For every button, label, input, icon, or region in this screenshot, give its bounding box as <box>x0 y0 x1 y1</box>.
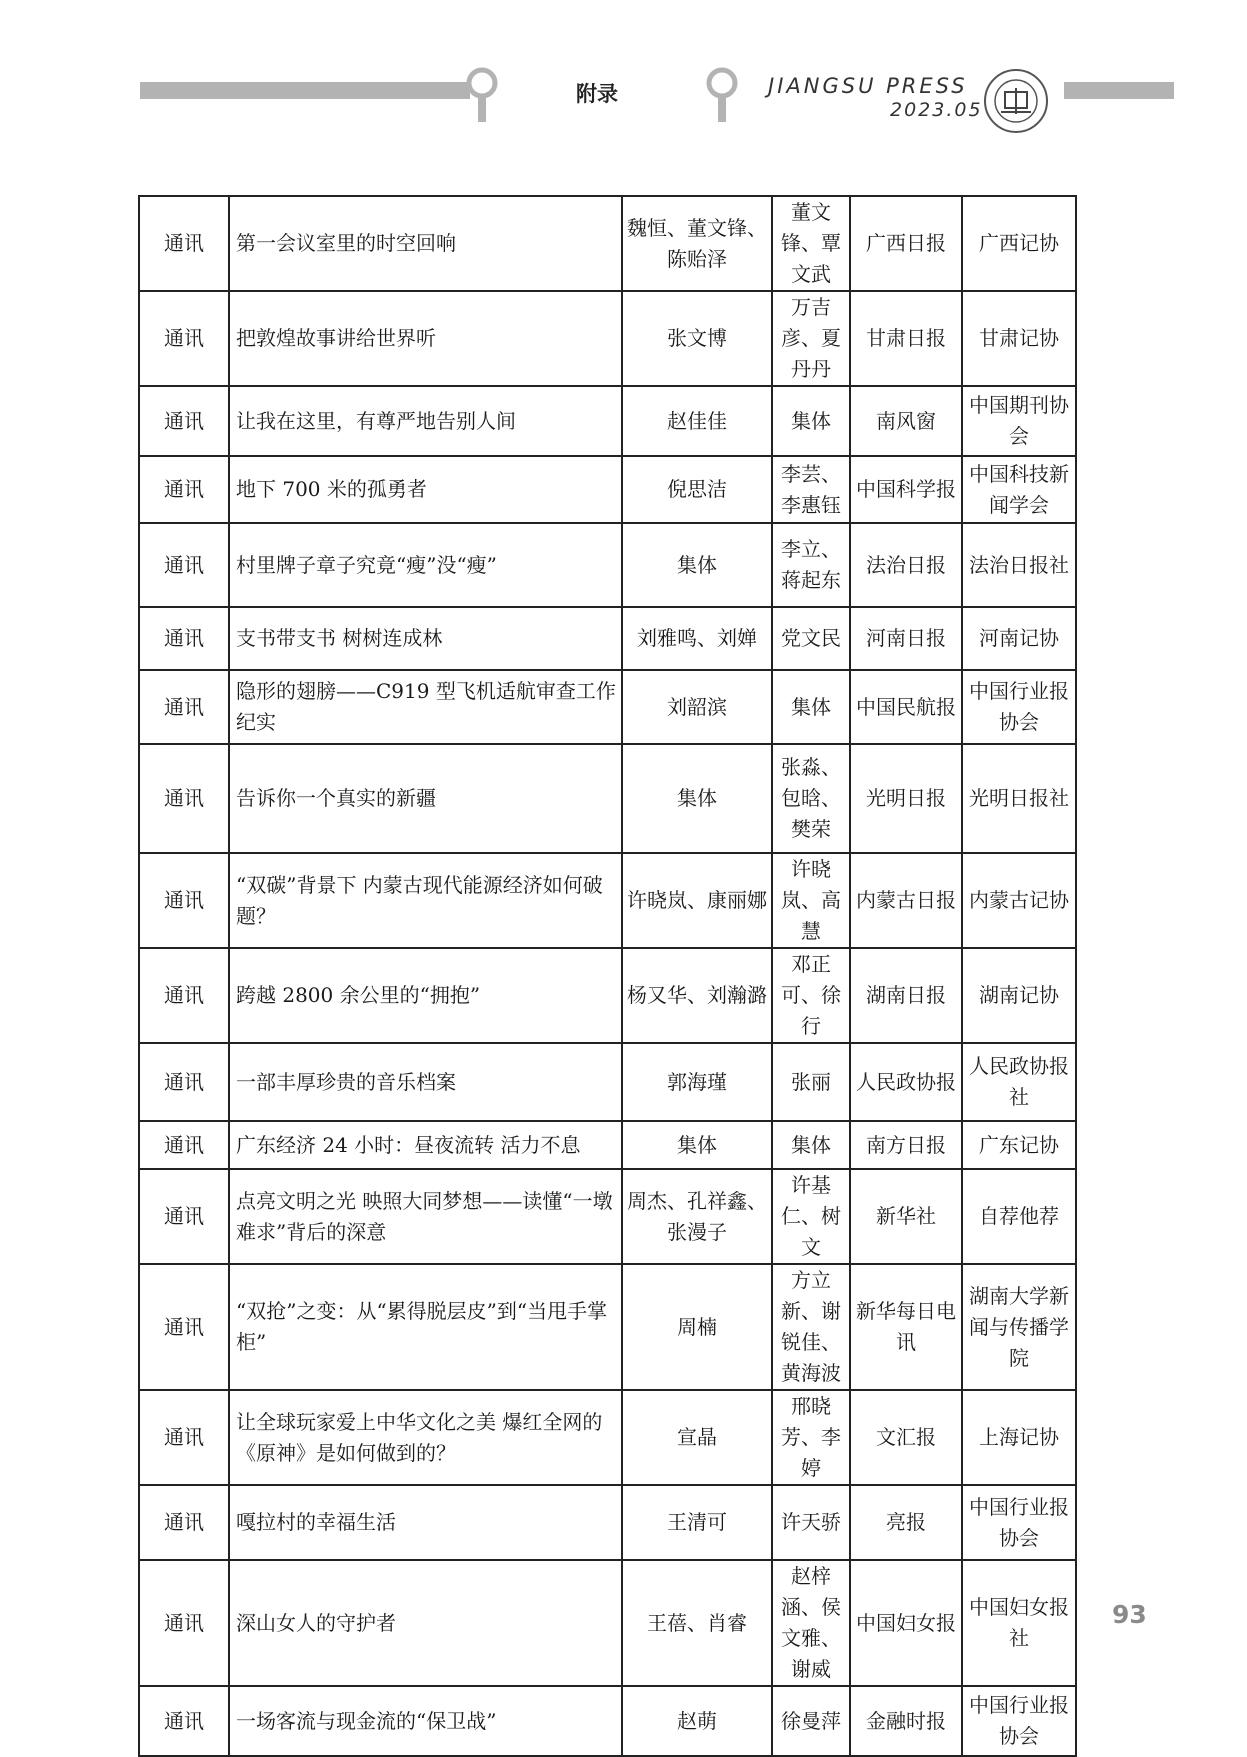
category-cell: 通讯 <box>139 1485 229 1560</box>
authors-cell: 许晓岚、康丽娜 <box>622 853 772 948</box>
press-name: JIANGSU PRESS <box>768 74 968 98</box>
category-cell: 通讯 <box>139 1043 229 1121</box>
table-row <box>139 1485 1076 1560</box>
authors-cell: 周杰、孔祥鑫、张漫子 <box>622 1169 772 1264</box>
recommender-cell: 广东记协 <box>962 1121 1076 1169</box>
authors-cell: 王蓓、肖睿 <box>622 1560 772 1686</box>
category-cell: 通讯 <box>139 386 229 456</box>
editors-cell: 许晓岚、高慧 <box>772 853 850 948</box>
category-cell: 通讯 <box>139 196 229 291</box>
table-row <box>139 853 1076 948</box>
section-title: 附录 <box>576 82 618 106</box>
recommender-cell: 上海记协 <box>962 1390 1076 1485</box>
editors-cell: 许基仁、树文 <box>772 1169 850 1264</box>
category-cell: 通讯 <box>139 1390 229 1485</box>
authors-cell: 集体 <box>622 523 772 607</box>
title-cell: 广东经济 24 小时：昼夜流转 活力不息 <box>229 1121 622 1169</box>
table-row <box>139 1390 1076 1485</box>
recommender-cell: 中国科技新闻学会 <box>962 456 1076 523</box>
pin-icon <box>705 66 739 122</box>
category-cell: 通讯 <box>139 744 229 853</box>
table-row <box>139 456 1076 523</box>
authors-cell: 魏恒、董文锋、陈贻泽 <box>622 196 772 291</box>
editors-cell: 集体 <box>772 1121 850 1169</box>
recommender-cell: 中国期刊协会 <box>962 386 1076 456</box>
category-cell: 通讯 <box>139 607 229 670</box>
header-rule-right <box>1064 82 1174 99</box>
publisher-cell: 光明日报 <box>850 744 962 853</box>
editors-cell: 李立、蒋起东 <box>772 523 850 607</box>
recommender-cell: 法治日报社 <box>962 523 1076 607</box>
editors-cell: 张丽 <box>772 1043 850 1121</box>
category-cell: 通讯 <box>139 523 229 607</box>
editors-cell: 党文民 <box>772 607 850 670</box>
authors-cell: 张文博 <box>622 291 772 386</box>
issue-date: 2023.05 <box>890 99 983 121</box>
title-cell: 村里牌子章子究竟“瘦”没“瘦” <box>229 523 622 607</box>
recommender-cell: 广西记协 <box>962 196 1076 291</box>
editors-cell: 邓正可、徐行 <box>772 948 850 1043</box>
category-cell: 通讯 <box>139 670 229 744</box>
publisher-cell: 内蒙古日报 <box>850 853 962 948</box>
table-row <box>139 948 1076 1043</box>
authors-cell: 宣晶 <box>622 1390 772 1485</box>
table-row <box>139 523 1076 607</box>
recommender-cell: 中国行业报协会 <box>962 670 1076 744</box>
title-cell: 支书带支书 树树连成林 <box>229 607 622 670</box>
publisher-cell: 亮报 <box>850 1485 962 1560</box>
table-row <box>139 1560 1076 1686</box>
authors-cell: 王清可 <box>622 1485 772 1560</box>
table-row <box>139 1264 1076 1390</box>
title-cell: “双碳”背景下 内蒙古现代能源经济如何破题？ <box>229 853 622 948</box>
publisher-cell: 河南日报 <box>850 607 962 670</box>
editors-cell: 董文锋、覃文武 <box>772 196 850 291</box>
header-rule-left <box>140 82 470 99</box>
recommender-cell: 甘肃记协 <box>962 291 1076 386</box>
awards-table <box>138 195 1077 1757</box>
authors-cell: 郭海瑾 <box>622 1043 772 1121</box>
publisher-cell: 中国妇女报 <box>850 1560 962 1686</box>
publisher-cell: 南方日报 <box>850 1121 962 1169</box>
title-cell: 点亮文明之光 映照大同梦想——读懂“一墩难求”背后的深意 <box>229 1169 622 1264</box>
title-cell: 一部丰厚珍贵的音乐档案 <box>229 1043 622 1121</box>
title-cell: 让全球玩家爱上中华文化之美 爆红全网的《原神》是如何做到的？ <box>229 1390 622 1485</box>
table-row <box>139 196 1076 291</box>
title-cell: 一场客流与现金流的“保卫战” <box>229 1686 622 1756</box>
publisher-cell: 文汇报 <box>850 1390 962 1485</box>
recommender-cell: 中国行业报协会 <box>962 1686 1076 1756</box>
editors-cell: 方立新、谢锐佳、黄海波 <box>772 1264 850 1390</box>
publisher-cell: 人民政协报 <box>850 1043 962 1121</box>
table-row <box>139 607 1076 670</box>
title-cell: 告诉你一个真实的新疆 <box>229 744 622 853</box>
authors-cell: 刘雅鸣、刘婵 <box>622 607 772 670</box>
authors-cell: 赵萌 <box>622 1686 772 1756</box>
category-cell: 通讯 <box>139 1264 229 1390</box>
publisher-cell: 中国民航报 <box>850 670 962 744</box>
awards-table-body <box>139 196 1076 1756</box>
table-row <box>139 744 1076 853</box>
title-cell: “双抢”之变：从“累得脱层皮”到“当甩手掌柜” <box>229 1264 622 1390</box>
authors-cell: 集体 <box>622 744 772 853</box>
table-row <box>139 670 1076 744</box>
editors-cell: 李芸、李惠钰 <box>772 456 850 523</box>
table-row <box>139 1043 1076 1121</box>
title-cell: 跨越 2800 余公里的“拥抱” <box>229 948 622 1043</box>
editors-cell: 徐曼萍 <box>772 1686 850 1756</box>
publisher-cell: 金融时报 <box>850 1686 962 1756</box>
publisher-cell: 广西日报 <box>850 196 962 291</box>
recommender-cell: 光明日报社 <box>962 744 1076 853</box>
editors-cell: 集体 <box>772 670 850 744</box>
association-seal-icon <box>983 68 1049 134</box>
recommender-cell: 河南记协 <box>962 607 1076 670</box>
table-row <box>139 386 1076 456</box>
title-cell: 地下 700 米的孤勇者 <box>229 456 622 523</box>
editors-cell: 万吉彦、夏丹丹 <box>772 291 850 386</box>
publisher-cell: 新华社 <box>850 1169 962 1264</box>
editors-cell: 赵梓涵、侯文雅、谢威 <box>772 1560 850 1686</box>
publisher-cell: 新华每日电讯 <box>850 1264 962 1390</box>
title-cell: 嘎拉村的幸福生活 <box>229 1485 622 1560</box>
editors-cell: 张淼、包晗、樊荣 <box>772 744 850 853</box>
table-row <box>139 1686 1076 1756</box>
authors-cell: 杨又华、刘瀚潞 <box>622 948 772 1043</box>
recommender-cell: 中国行业报协会 <box>962 1485 1076 1560</box>
recommender-cell: 内蒙古记协 <box>962 853 1076 948</box>
recommender-cell: 湖南记协 <box>962 948 1076 1043</box>
table-row <box>139 1169 1076 1264</box>
recommender-cell: 中国妇女报社 <box>962 1560 1076 1686</box>
table-row <box>139 1121 1076 1169</box>
editors-cell: 邢晓芳、李婷 <box>772 1390 850 1485</box>
page-number: 93 <box>1112 1600 1147 1629</box>
title-cell: 隐形的翅膀——C919 型飞机适航审查工作纪实 <box>229 670 622 744</box>
title-cell: 让我在这里，有尊严地告别人间 <box>229 386 622 456</box>
title-cell: 把敦煌故事讲给世界听 <box>229 291 622 386</box>
recommender-cell: 人民政协报社 <box>962 1043 1076 1121</box>
table-row <box>139 291 1076 386</box>
recommender-cell: 自荐他荐 <box>962 1169 1076 1264</box>
category-cell: 通讯 <box>139 1686 229 1756</box>
title-cell: 深山女人的守护者 <box>229 1560 622 1686</box>
authors-cell: 刘韶滨 <box>622 670 772 744</box>
authors-cell: 赵佳佳 <box>622 386 772 456</box>
category-cell: 通讯 <box>139 1560 229 1686</box>
category-cell: 通讯 <box>139 948 229 1043</box>
category-cell: 通讯 <box>139 1169 229 1264</box>
authors-cell: 集体 <box>622 1121 772 1169</box>
authors-cell: 周楠 <box>622 1264 772 1390</box>
publisher-cell: 法治日报 <box>850 523 962 607</box>
recommender-cell: 湖南大学新闻与传播学院 <box>962 1264 1076 1390</box>
publisher-cell: 南风窗 <box>850 386 962 456</box>
publisher-cell: 湖南日报 <box>850 948 962 1043</box>
editors-cell: 集体 <box>772 386 850 456</box>
pin-icon <box>465 66 499 122</box>
editors-cell: 许天骄 <box>772 1485 850 1560</box>
category-cell: 通讯 <box>139 456 229 523</box>
publisher-cell: 甘肃日报 <box>850 291 962 386</box>
category-cell: 通讯 <box>139 1121 229 1169</box>
publisher-cell: 中国科学报 <box>850 456 962 523</box>
title-cell: 第一会议室里的时空回响 <box>229 196 622 291</box>
authors-cell: 倪思洁 <box>622 456 772 523</box>
category-cell: 通讯 <box>139 291 229 386</box>
category-cell: 通讯 <box>139 853 229 948</box>
